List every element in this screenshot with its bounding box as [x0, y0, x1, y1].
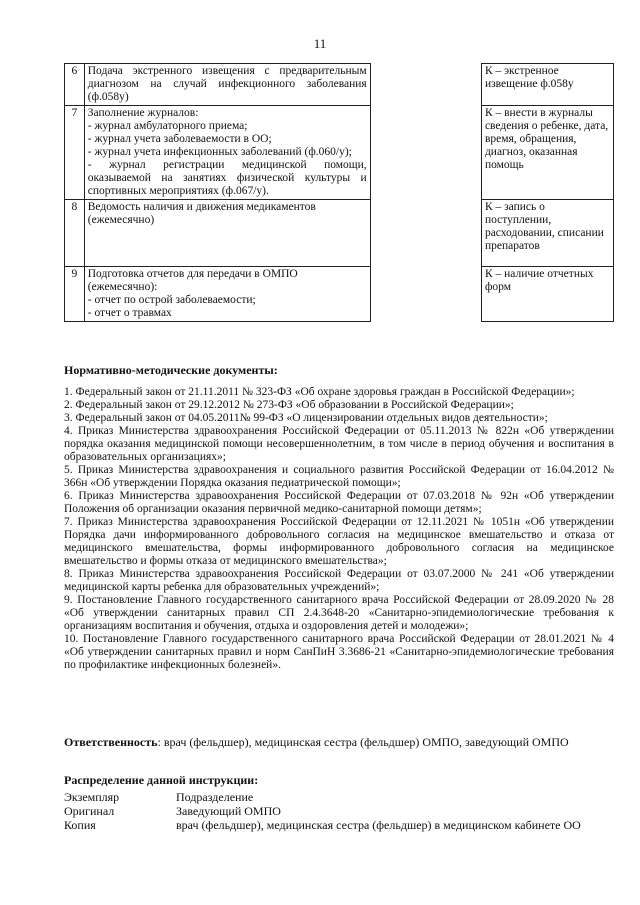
table-row [64, 804, 581, 818]
control-cell: К – внести в журналы сведения о ребенке, дата, время, обращения, диагноз, оказанная помощь [481, 106, 613, 200]
task-line: - журнал амбулаторного приема; [87, 120, 248, 132]
responsibility [64, 735, 624, 750]
list-item: 5. Приказ Министерства здравоохранения и социального развития Российской Федерации от 16.04.2012 № 366н «Об утверждении Порядка оказания педиатрической помощи»; [64, 464, 614, 489]
list-item: 3. Федеральный закон от 04.05.2011№ 99-ФЗ «О лицензировании отдельных видов деятельности»; [64, 412, 548, 424]
normative-title: Нормативно-методические документы: [64, 363, 278, 377]
distribution-recipient: врач (фельдшер), медицинская сестра (фельдшер) в медицинском кабинете ОО [176, 818, 581, 832]
list-item: 6. Приказ Министерства здравоохранения Российской Федерации от 07.03.2018 № 92н «Об утверждении Положения об организации оказания первичной медико-санитарной помощи детям»; [64, 490, 614, 515]
distribution-type: Экземпляр [64, 790, 120, 804]
empty-cell [370, 200, 481, 267]
row-number: 9 [65, 267, 85, 322]
table-row [65, 267, 614, 322]
table-row [64, 790, 581, 804]
responsibility-text: : врач (фельдшер), медицинская сестра (фельдшер) ОМПО, заведующий ОМПО [157, 735, 569, 749]
list-item: 7. Приказ Министерства здравоохранения Российской Федерации от 12.11.2021 № 1051н «Об утверждении Порядка дачи информированного добровольного согласия на медицинское вмешательство и отказа от медицинского вмешательства, формы информированного добровольного согласия на медицинское вмешательство и формы отказа от медицинского вмешательства»; [64, 516, 614, 567]
list-item: 10. Постановление Главного государственного санитарного врача Российской Федерации от 28.01.2021 № 4 «Об утверждении санитарных правил и норм СанПиН 3.3686-21 «Санитарно-эпидемиологические требования по профилактике инфекционных болезней». [64, 633, 614, 671]
distribution-recipient: Подразделение [176, 790, 254, 804]
task-line: Подача экстренного извещения с предварительным диагнозом на случай инфекционного заболевания (ф.058у) [87, 65, 367, 103]
list-item: 1. Федеральный закон от 21.11.2011 № 323-ФЗ «Об охране здоровья граждан в Российской Федерации»; [64, 386, 575, 398]
empty-cell [370, 106, 481, 200]
row-number: 7 [65, 106, 85, 200]
task-line: Ведомость наличия и движения медикаментов (ежемесячно) [87, 201, 316, 226]
page-number: 11 [313, 36, 327, 51]
distribution-type: Копия [64, 818, 96, 832]
responsibility-label: Ответственность [64, 735, 158, 749]
task-line: - журнал учета инфекционных заболеваний (ф.060/у); [87, 146, 352, 158]
list-item: 2. Федеральный закон от 29.12.2012 № 273-ФЗ «Об образовании в Российской Федерации»; [64, 399, 514, 411]
list-item: 4. Приказ Министерства здравоохранения Российской Федерации от 05.11.2013 № 822н «Об утверждении порядка оказания медицинской помощи несовершеннолетним, в том числе в период обучения и воспитания в образовательных организациях»; [64, 425, 614, 463]
row-number: 8 [65, 200, 85, 267]
task-table [64, 63, 614, 322]
distribution-table [64, 790, 581, 832]
empty-cell [370, 64, 481, 106]
task-line: - журнал регистрации медицинской помощи, оказываемой на занятиях физической культуры и спортивных мероприятиях (ф.067/у). [87, 159, 367, 197]
task-line: - отчет о травмах [87, 307, 172, 319]
control-cell: К – наличие отчетных форм [481, 267, 613, 322]
task-line: - отчет по острой заболеваемости; [87, 294, 256, 306]
table-row [65, 200, 614, 267]
empty-cell [370, 267, 481, 322]
row-number: 6 [65, 64, 85, 106]
task-line: - журнал учета заболеваемости в ОО; [87, 133, 272, 145]
distribution-type: Оригинал [64, 804, 115, 818]
task-line: Заполнение журналов: [87, 107, 199, 119]
control-cell: К – экстренное извещение ф.058у [481, 64, 613, 106]
task-cell [84, 64, 370, 106]
task-cell [84, 200, 370, 267]
table-row [65, 64, 614, 106]
list-item: 9. Постановление Главного государственного санитарного врача Российской Федерации от 28.09.2020 № 28 «Об утверждении санитарных правил СП 2.4.3648-20 «Санитарно-эпидемиологические требования к организациям воспитания и обучения, отдыха и оздоровления детей и молодежи»; [64, 594, 614, 632]
normative-docs-list [64, 386, 614, 672]
distribution-title: Распределение данной инструкции: [64, 773, 259, 787]
task-line: Подготовка отчетов для передачи в ОМПО (ежемесячно): [87, 268, 298, 293]
task-cell [84, 267, 370, 322]
table-row [65, 106, 614, 200]
task-cell [84, 106, 370, 200]
table-row [64, 818, 581, 832]
control-cell: К – запись о поступлении, расходовании, списании препаратов [481, 200, 613, 267]
list-item: 8. Приказ Министерства здравоохранения Российской Федерации от 03.07.2000 № 241 «Об утверждении медицинской карты ребенка для образовательных учреждений»; [64, 568, 614, 593]
distribution-recipient: Заведующий ОМПО [176, 804, 281, 818]
